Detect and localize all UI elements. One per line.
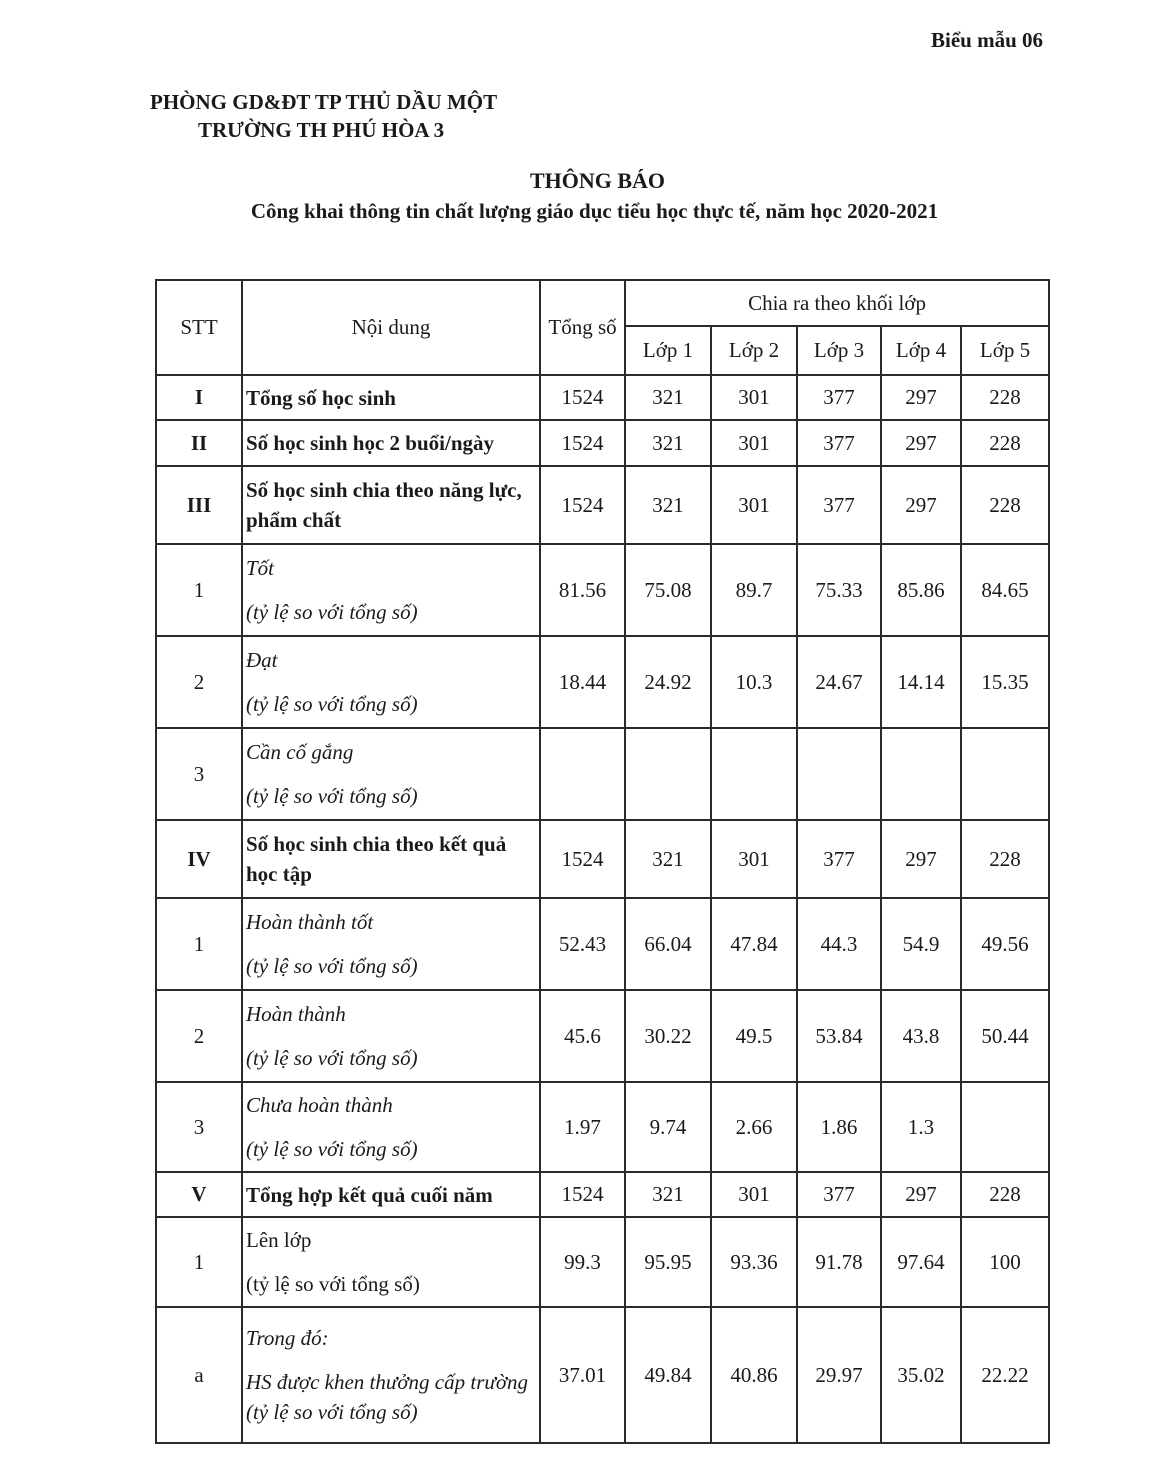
row-total: 1524: [540, 375, 625, 420]
row-grade-3: 44.3: [797, 898, 881, 990]
row-grade-2: 301: [711, 466, 797, 544]
row-grade-1: 75.08: [625, 544, 711, 636]
row-grade-3: 24.67: [797, 636, 881, 728]
row-grade-2: [711, 728, 797, 820]
table-row: [156, 420, 1049, 466]
table-row: [156, 1307, 1049, 1443]
row-label: Tổng số học sinh: [242, 375, 540, 420]
row-label-cell: [242, 728, 540, 820]
row-note: (tỷ lệ so với tổng số): [246, 784, 418, 808]
row-total: 99.3: [540, 1217, 625, 1307]
row-stt: a: [156, 1307, 242, 1443]
header-grade-4: Lớp 4: [881, 326, 961, 375]
table-row: [156, 636, 1049, 728]
form-code: Biểu mẫu 06: [930, 28, 1043, 52]
row-grade-4: 97.64: [881, 1217, 961, 1307]
row-note: (tỷ lệ so với tổng số): [246, 1272, 420, 1296]
row-total: 1.97: [540, 1082, 625, 1172]
row-grade-4: 297: [881, 466, 961, 544]
row-total: 18.44: [540, 636, 625, 728]
row-label: Hoàn thành tốt: [246, 910, 374, 934]
row-grade-5: 49.56: [961, 898, 1049, 990]
row-total: 1524: [540, 1172, 625, 1217]
row-grade-5: 84.65: [961, 544, 1049, 636]
header-grade-1: Lớp 1: [625, 326, 711, 375]
row-note: HS được khen thưởng cấp trường (tỷ lệ so với tổng số): [246, 1370, 529, 1424]
table-row: [156, 1082, 1049, 1172]
row-grade-3: 377: [797, 375, 881, 420]
row-total: 52.43: [540, 898, 625, 990]
header-grade-2: Lớp 2: [711, 326, 797, 375]
header-grade-group: Chia ra theo khối lớp: [625, 280, 1049, 326]
row-grade-5: 15.35: [961, 636, 1049, 728]
row-stt: II: [156, 420, 242, 466]
row-stt: 3: [156, 1082, 242, 1172]
row-grade-5: 100: [961, 1217, 1049, 1307]
row-note: (tỷ lệ so với tổng số): [246, 1137, 418, 1161]
row-grade-2: 301: [711, 420, 797, 466]
header-content: Nội dung: [242, 280, 540, 375]
row-label: Tốt: [246, 556, 275, 580]
row-stt: 3: [156, 728, 242, 820]
row-grade-5: [961, 1082, 1049, 1172]
row-grade-2: 93.36: [711, 1217, 797, 1307]
row-grade-4: 85.86: [881, 544, 961, 636]
table-row: [156, 1172, 1049, 1217]
row-grade-5: 50.44: [961, 990, 1049, 1082]
row-grade-3: 377: [797, 466, 881, 544]
row-grade-4: 1.3: [881, 1082, 961, 1172]
row-label-cell: [242, 1082, 540, 1172]
row-grade-5: 228: [961, 466, 1049, 544]
row-grade-2: 301: [711, 820, 797, 898]
table-row: [156, 728, 1049, 820]
row-grade-4: 297: [881, 375, 961, 420]
row-total: 1524: [540, 466, 625, 544]
row-label: Số học sinh chia theo kết quả học tập: [242, 820, 540, 898]
row-grade-5: 228: [961, 420, 1049, 466]
document-title: THÔNG BÁO: [529, 168, 666, 193]
row-total: 45.6: [540, 990, 625, 1082]
row-grade-5: 228: [961, 820, 1049, 898]
row-note: (tỷ lệ so với tổng số): [246, 1046, 418, 1070]
row-label-cell: [242, 990, 540, 1082]
header-total: Tổng số: [540, 280, 625, 375]
row-grade-3: 1.86: [797, 1082, 881, 1172]
row-label: Số học sinh học 2 buổi/ngày: [242, 420, 540, 466]
row-label: Tổng hợp kết quả cuối năm: [242, 1172, 540, 1217]
school-name: TRƯỜNG TH PHÚ HÒA 3: [198, 118, 445, 142]
row-grade-5: [961, 728, 1049, 820]
row-grade-2: 89.7: [711, 544, 797, 636]
row-grade-1: 321: [625, 466, 711, 544]
table-row: [156, 1217, 1049, 1307]
row-stt: I: [156, 375, 242, 420]
row-label: Trong đó:: [246, 1326, 329, 1350]
row-total: [540, 728, 625, 820]
row-label: Đạt: [246, 648, 278, 672]
row-grade-1: 49.84: [625, 1307, 711, 1443]
row-grade-1: 66.04: [625, 898, 711, 990]
row-label-cell: [242, 636, 540, 728]
row-grade-4: 54.9: [881, 898, 961, 990]
row-grade-2: 47.84: [711, 898, 797, 990]
department-name: PHÒNG GD&ĐT TP THỦ DẦU MỘT: [150, 90, 498, 114]
row-grade-3: 377: [797, 420, 881, 466]
row-stt: 2: [156, 636, 242, 728]
document-subtitle: Công khai thông tin chất lượng giáo dục tiểu học thực tế, năm học 2020-2021: [250, 199, 939, 223]
row-label: Cần cố gắng: [246, 740, 354, 764]
row-grade-4: 14.14: [881, 636, 961, 728]
table-row: [156, 544, 1049, 636]
row-grade-3: 75.33: [797, 544, 881, 636]
row-stt: V: [156, 1172, 242, 1217]
row-grade-1: 24.92: [625, 636, 711, 728]
row-note: (tỷ lệ so với tổng số): [246, 692, 418, 716]
row-grade-3: 53.84: [797, 990, 881, 1082]
row-grade-1: 321: [625, 1172, 711, 1217]
row-grade-4: 297: [881, 420, 961, 466]
row-grade-4: 43.8: [881, 990, 961, 1082]
table-row: [156, 375, 1049, 420]
row-note: (tỷ lệ so với tổng số): [246, 954, 418, 978]
row-grade-2: 301: [711, 375, 797, 420]
row-grade-5: 22.22: [961, 1307, 1049, 1443]
row-note: (tỷ lệ so với tổng số): [246, 600, 418, 624]
row-stt: IV: [156, 820, 242, 898]
document-heading: [0, 166, 1159, 226]
row-label: Số học sinh chia theo năng lực, phẩm chất: [242, 466, 540, 544]
row-grade-1: 321: [625, 820, 711, 898]
row-total: 37.01: [540, 1307, 625, 1443]
row-stt: III: [156, 466, 242, 544]
row-grade-1: 321: [625, 420, 711, 466]
row-grade-1: 321: [625, 375, 711, 420]
row-grade-2: 10.3: [711, 636, 797, 728]
row-grade-3: 377: [797, 820, 881, 898]
row-grade-3: 29.97: [797, 1307, 881, 1443]
row-grade-5: 228: [961, 375, 1049, 420]
header-grade-3: Lớp 3: [797, 326, 881, 375]
row-total: 1524: [540, 820, 625, 898]
row-grade-2: 301: [711, 1172, 797, 1217]
table-row: [156, 820, 1049, 898]
row-grade-4: 297: [881, 820, 961, 898]
header-row: [156, 280, 1049, 326]
row-grade-3: [797, 728, 881, 820]
row-grade-4: 297: [881, 1172, 961, 1217]
row-grade-2: 40.86: [711, 1307, 797, 1443]
row-grade-4: 35.02: [881, 1307, 961, 1443]
quality-report-table: [155, 279, 1050, 1444]
row-label: Hoàn thành: [246, 1002, 346, 1026]
row-grade-2: 49.5: [711, 990, 797, 1082]
row-stt: 1: [156, 1217, 242, 1307]
row-stt: 1: [156, 544, 242, 636]
row-label: Lên lớp: [246, 1228, 312, 1252]
header-grade-5: Lớp 5: [961, 326, 1049, 375]
table-row: [156, 990, 1049, 1082]
row-stt: 2: [156, 990, 242, 1082]
row-total: 1524: [540, 420, 625, 466]
row-grade-1: 30.22: [625, 990, 711, 1082]
row-label-cell: [242, 544, 540, 636]
row-grade-5: 228: [961, 1172, 1049, 1217]
issuing-organization: [150, 88, 497, 144]
row-label-cell: [242, 898, 540, 990]
row-grade-2: 2.66: [711, 1082, 797, 1172]
header-stt: STT: [156, 280, 242, 375]
row-label-cell: [242, 1307, 540, 1443]
table-row: [156, 898, 1049, 990]
row-stt: 1: [156, 898, 242, 990]
row-label-cell: [242, 1217, 540, 1307]
row-grade-1: 9.74: [625, 1082, 711, 1172]
row-grade-1: 95.95: [625, 1217, 711, 1307]
row-grade-3: 91.78: [797, 1217, 881, 1307]
table-row: [156, 466, 1049, 544]
row-grade-4: [881, 728, 961, 820]
row-label: Chưa hoàn thành: [246, 1093, 393, 1117]
row-grade-3: 377: [797, 1172, 881, 1217]
row-total: 81.56: [540, 544, 625, 636]
row-grade-1: [625, 728, 711, 820]
